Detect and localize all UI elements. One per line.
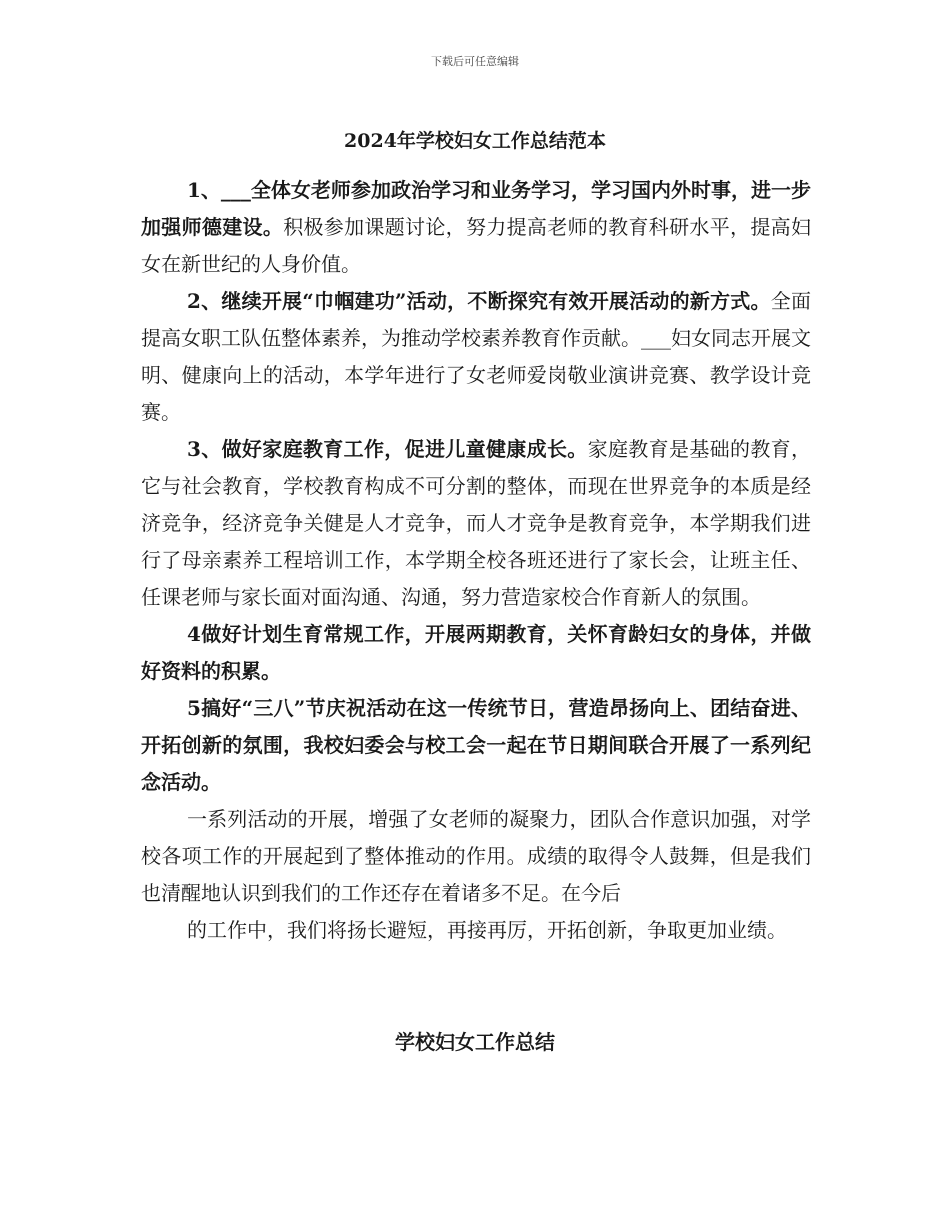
paragraph-4-heading: 4做好计划生育常规工作，开展两期教育，关怀育龄妇女的身体，并做好资料的积累。 <box>141 622 811 683</box>
paragraph-6-text: 一系列活动的开展，增强了女老师的凝聚力，团队合作意识加强，对学校各项工作的开展起到了整体推动的作用。成绩的取得令人鼓舞，但是我们也清醒地认识到我们的工作还存在着诸多不足。在今后 <box>141 807 811 905</box>
paragraph-5 <box>141 690 811 801</box>
document-body <box>141 172 811 949</box>
paragraph-2-heading: 2、继续开展“巾帼建功”活动，不断探究有效开展活动的新方式。 <box>187 289 771 313</box>
paragraph-1 <box>141 172 811 283</box>
paragraph-7 <box>141 912 811 949</box>
paragraph-4 <box>141 616 811 690</box>
paragraph-1-text: 积极参加课题讨论，努力提高老师的教育科研水平，提高妇女在新世纪的人身价值。 <box>141 215 811 276</box>
paragraph-3-text: 家庭教育是基础的教育，它与社会教育，学校教育构成不可分割的整体，而现在世界竞争的本质是经济竞争，经济竞争关健是人才竞争，而人才竞争是教育竞争，本学期我们进行了母亲素养工程培训工作，本学期全校各班还进行了家长会，让班主任、任课老师与家长面对面沟通、沟通，努力营造家校合作育新人的氛围。 <box>141 437 811 609</box>
paragraph-1-heading: 1、___全体女老师参加政治学习和业务学习，学习国内外时事，进一步加强师德建设。 <box>141 178 811 239</box>
paragraph-5-heading: 5搞好“三八”节庆祝活动在这一传统节日，营造昂扬向上、团结奋进、开拓创新的氛围，我校妇委会与校工会一起在节日期间联合开展了一系列纪念活动。 <box>141 696 811 794</box>
paragraph-3 <box>141 431 811 616</box>
paragraph-3-heading: 3、做好家庭教育工作，促进儿童健康成长。 <box>187 437 588 461</box>
document-title: 2024年学校妇女工作总结范本 <box>344 130 606 152</box>
paragraph-2-text: 全面提高女职工队伍整体素养，为推动学校素养教育作贡献。___妇女同志开展文明、健康向上的活动，本学年进行了女老师爱岗敬业演讲竞赛、教学设计竞赛。 <box>141 289 811 424</box>
paragraph-7-text: 的工作中，我们将扬长避短，再接再厉，开拓创新，争取更加业绩。 <box>187 918 787 942</box>
paragraph-2 <box>141 283 811 431</box>
section-subtitle: 学校妇女工作总结 <box>395 1030 555 1054</box>
page-header-note: 下载后可任意编辑 <box>431 55 519 68</box>
paragraph-6 <box>141 801 811 912</box>
